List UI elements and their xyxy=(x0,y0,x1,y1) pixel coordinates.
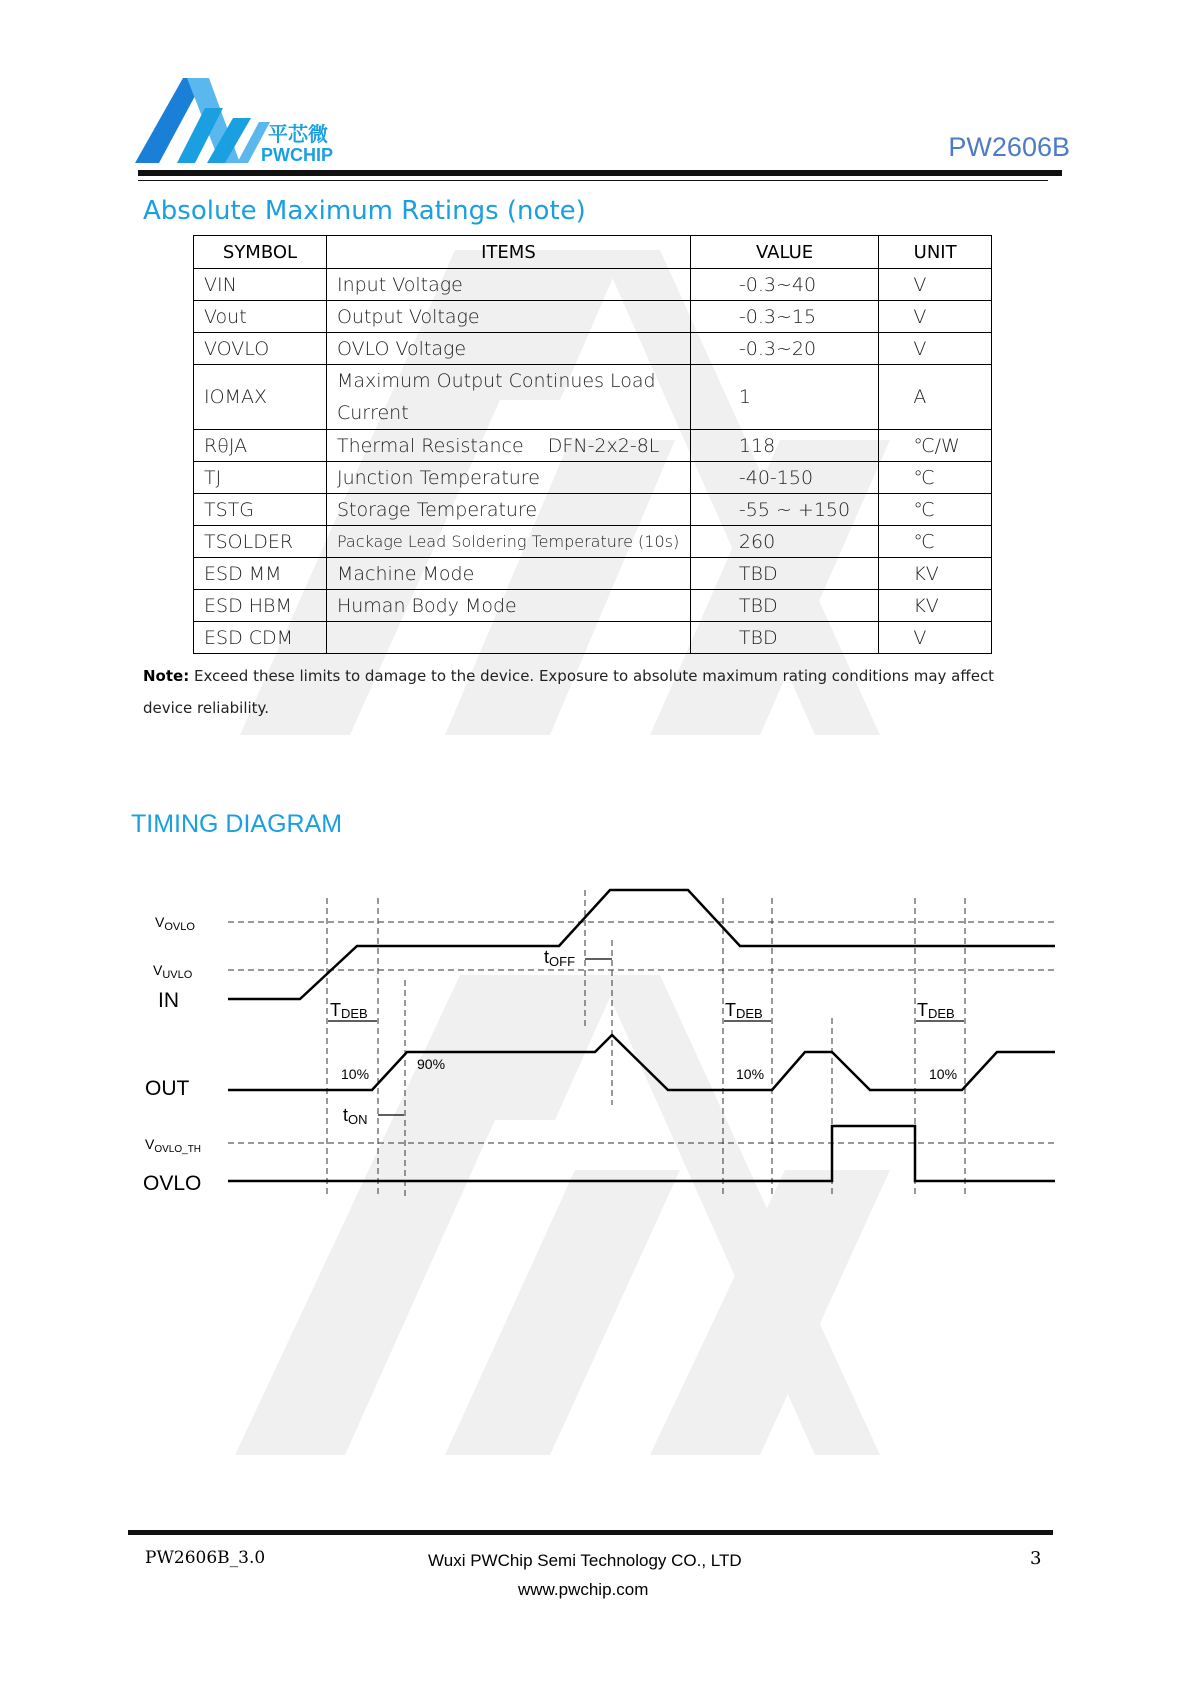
cell-symbol: Vout xyxy=(194,301,327,333)
section-title-amr: Absolute Maximum Ratings (note) xyxy=(143,196,586,226)
table-row xyxy=(194,365,992,430)
table-row xyxy=(194,622,992,654)
table-row xyxy=(194,558,992,590)
note-text: Exceed these limits to damage to the device. Exposure to absolute maximum rating conditions may affect device reliability. xyxy=(143,667,995,717)
cell-value: TBD xyxy=(690,590,878,622)
header-divider xyxy=(138,170,1062,176)
cell-unit: V xyxy=(879,333,992,365)
logo-english-text: PWCHIP xyxy=(261,145,333,165)
document-id: PW2606B xyxy=(948,132,1070,162)
table-note xyxy=(143,660,1023,724)
cell-item: Storage Temperature xyxy=(326,494,690,526)
label-vovlo: $V_{OVLO}$ xyxy=(155,914,195,933)
cell-symbol: TSOLDER xyxy=(194,526,327,558)
cell-item: Output Voltage xyxy=(326,301,690,333)
footer-company: Wuxi PWChip Semi Technology CO., LTD xyxy=(428,1551,742,1570)
cell-value: 1 xyxy=(690,365,878,430)
cell-value: 260 xyxy=(690,526,878,558)
label-tdeb: TDEB xyxy=(917,1000,955,1021)
column-header: UNIT xyxy=(879,236,992,269)
cell-item: Thermal Resistance DFN-2x2-8L xyxy=(326,430,690,462)
cell-symbol: ESD MM xyxy=(194,558,327,590)
cell-item: Machine Mode xyxy=(326,558,690,590)
cell-unit: V xyxy=(879,622,992,654)
cell-item: OVLO Voltage xyxy=(326,333,690,365)
cell-unit: ℃ xyxy=(879,462,992,494)
label-ovlo: OVLO xyxy=(143,1172,202,1195)
page-number: 3 xyxy=(1030,1548,1042,1569)
table-row xyxy=(194,333,992,365)
cell-unit: V xyxy=(879,301,992,333)
label-ton: tON xyxy=(343,1105,368,1127)
cell-unit: V xyxy=(879,269,992,301)
cell-item: Package Lead Soldering Temperature (10s) xyxy=(326,526,690,558)
cell-value: -0.3~20 xyxy=(690,333,878,365)
label-10pct: 10% xyxy=(929,1066,958,1082)
cell-value: TBD xyxy=(690,558,878,590)
table-row xyxy=(194,590,992,622)
label-tdeb: TDEB xyxy=(330,1000,368,1021)
cell-unit: ℃ xyxy=(879,526,992,558)
table-row xyxy=(194,494,992,526)
footer-doc-version: PW2606B_3.0 xyxy=(145,1548,266,1568)
label-out: OUT xyxy=(145,1077,190,1100)
cell-unit: KV xyxy=(879,590,992,622)
label-in: IN xyxy=(158,989,179,1012)
column-header: ITEMS xyxy=(326,236,690,269)
table-header-row xyxy=(194,236,992,269)
label-90pct: 90% xyxy=(417,1056,446,1072)
cell-symbol: VIN xyxy=(194,269,327,301)
note-label: Note: xyxy=(143,667,190,685)
cell-value: 118 xyxy=(690,430,878,462)
cell-item: Junction Temperature xyxy=(326,462,690,494)
ovlo-waveform xyxy=(228,1126,1055,1181)
cell-item: Human Body Mode xyxy=(326,590,690,622)
cell-symbol: TJ xyxy=(194,462,327,494)
cell-symbol: RθJA xyxy=(194,430,327,462)
table-row xyxy=(194,269,992,301)
logo-chinese-text: 平芯微 xyxy=(268,122,328,146)
cell-unit: ℃/W xyxy=(879,430,992,462)
cell-symbol: TSTG xyxy=(194,494,327,526)
label-toff: tOFF xyxy=(544,947,576,969)
cell-item xyxy=(326,622,690,654)
cell-unit: A xyxy=(879,365,992,430)
footer-divider xyxy=(128,1530,1053,1535)
cell-item: Maximum Output Continues Load Current xyxy=(326,365,690,430)
label-tdeb: TDEB xyxy=(725,1000,763,1021)
label-10pct: 10% xyxy=(341,1066,370,1082)
timing-diagram xyxy=(0,870,1190,1230)
cell-symbol: IOMAX xyxy=(194,365,327,430)
label-vovlo-th: $V_{OVLO\_TH}$ xyxy=(145,1136,202,1155)
cell-unit: ℃ xyxy=(879,494,992,526)
table-row xyxy=(194,430,992,462)
in-waveform xyxy=(228,890,1055,999)
ratings-table xyxy=(193,235,992,654)
cell-item: Input Voltage xyxy=(326,269,690,301)
column-header: VALUE xyxy=(690,236,878,269)
pwchip-logo-icon xyxy=(135,78,270,166)
table-row xyxy=(194,301,992,333)
header-divider-thin xyxy=(138,180,1048,181)
cell-unit: KV xyxy=(879,558,992,590)
cell-value: -0.3~15 xyxy=(690,301,878,333)
cell-symbol: ESD CDM xyxy=(194,622,327,654)
table-row xyxy=(194,526,992,558)
cell-value: -40-150 xyxy=(690,462,878,494)
cell-value: -55 ~ +150 xyxy=(690,494,878,526)
section-title-timing: TIMING DIAGRAM xyxy=(131,810,343,838)
cell-symbol: VOVLO xyxy=(194,333,327,365)
label-10pct: 10% xyxy=(736,1066,765,1082)
cell-value: TBD xyxy=(690,622,878,654)
footer-website[interactable]: www.pwchip.com xyxy=(518,1580,649,1599)
cell-value: -0.3~40 xyxy=(690,269,878,301)
cell-symbol: ESD HBM xyxy=(194,590,327,622)
label-vuvlo: $V_{UVLO}$ xyxy=(153,962,193,981)
column-header: SYMBOL xyxy=(194,236,327,269)
table-row xyxy=(194,462,992,494)
